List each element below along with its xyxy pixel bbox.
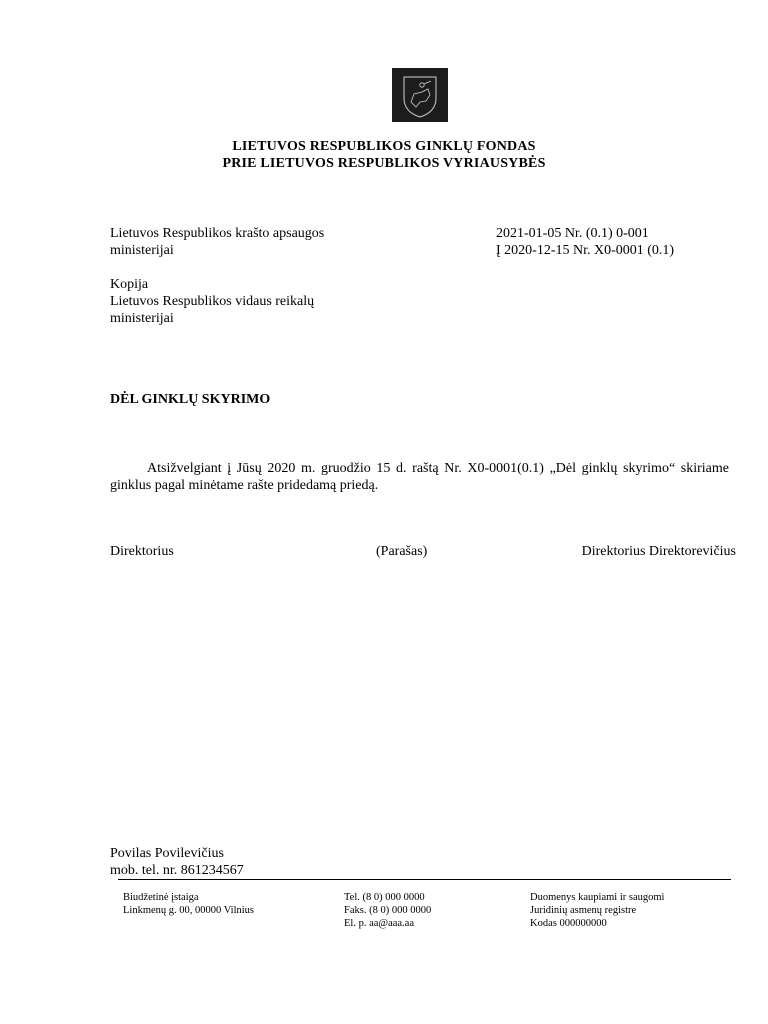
- body-paragraph: Atsižvelgiant į Jūsų 2020 m. gruodžio 15 d. raštą Nr. X0-0001(0.1) „Dėl ginklų skyrimo“ skiriame ginklus pagal minėtame rašte pridedamą priedą.: [110, 461, 729, 493]
- addressee-line1: Lietuvos Respublikos krašto apsaugos: [110, 226, 325, 241]
- footer-institution-type: Biudžetinė įstaiga: [123, 892, 199, 903]
- footer-registry-line1: Duomenys kaupiami ir saugomi: [530, 892, 665, 903]
- reference-line2: Į 2020-12-15 Nr. X0-0001 (0.1): [496, 243, 675, 258]
- signature-placeholder: (Parašas): [376, 544, 428, 559]
- subject-heading: DĖL GINKLŲ SKYRIMO: [110, 392, 271, 407]
- signature-name: Direktorius Direktorevičius: [581, 544, 736, 559]
- footer-company-code: Kodas 000000000: [530, 918, 607, 929]
- copy-label: Kopija: [110, 277, 149, 292]
- signature-position: Direktorius: [110, 544, 174, 559]
- footer-divider: [118, 879, 731, 880]
- footer-phone: Tel. (8 0) 000 0000: [344, 892, 425, 903]
- coat-of-arms-icon: [392, 68, 448, 122]
- footer-registry-line2: Juridinių asmenų registre: [530, 905, 637, 916]
- footer-col3: [530, 891, 664, 930]
- reference-line1: 2021-01-05 Nr. (0.1) 0-001: [496, 226, 649, 241]
- addressee-line2: ministerijai: [110, 243, 174, 258]
- footer-address: Linkmenų g. 00, 00000 Vilnius: [123, 905, 255, 916]
- footer-email: El. p. aa@aaa.aa: [344, 918, 414, 929]
- footer-col2: [344, 891, 431, 930]
- prepared-by-name: Povilas Povilevičius: [110, 846, 224, 861]
- copy-line1: Lietuvos Respublikos vidaus reikalų: [110, 294, 315, 309]
- footer-fax: Faks. (8 0) 000 0000: [344, 905, 432, 916]
- org-title-line2: PRIE LIETUVOS RESPUBLIKOS VYRIAUSYBĖS: [222, 156, 546, 171]
- prepared-by-phone: mob. tel. nr. 861234567: [110, 863, 244, 878]
- copy-line2: ministerijai: [110, 311, 174, 326]
- org-title-line1: LIETUVOS RESPUBLIKOS GINKLŲ FONDAS: [232, 139, 536, 154]
- footer-col1: [123, 891, 254, 917]
